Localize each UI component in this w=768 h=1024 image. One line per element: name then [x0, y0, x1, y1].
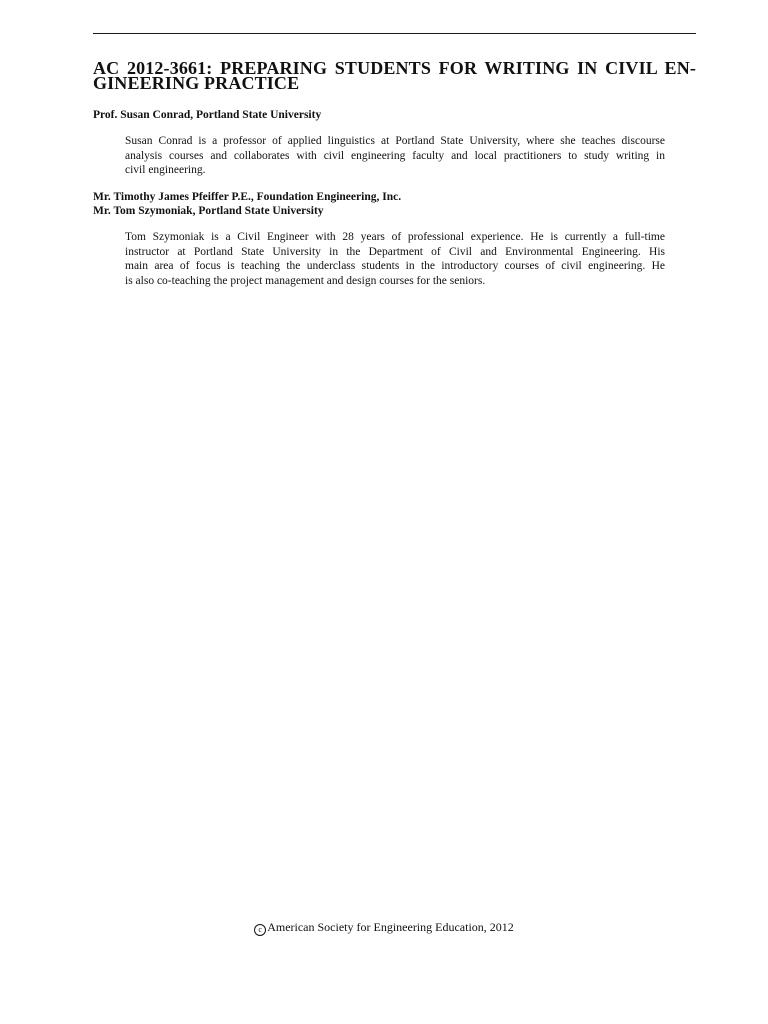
bio-line: instructor at Portland State University in the Department of Civil and Environmental Engineering. His [125, 245, 665, 258]
author-bio [125, 134, 665, 178]
bio-line: is also co-teaching the project management and design courses for the seniors. [125, 275, 486, 288]
copyright-footer [0, 920, 768, 936]
author-name: Prof. Susan Conrad, Portland State University [93, 109, 322, 121]
author-name: Mr. Timothy James Pfeiffer P.E., Foundation Engineering, Inc. [93, 191, 402, 203]
bio-line: civil engineering. [125, 164, 206, 177]
title-line: GINEERING PRACTICE [93, 73, 300, 93]
bio-line: analysis courses and collaborates with civil engineering faculty and local practitioners to study writing in [125, 149, 665, 162]
title-line: AC 2012-3661: PREPARING STUDENTS FOR WRITING IN CIVIL EN- [93, 58, 696, 78]
bio-line: Tom Szymoniak is a Civil Engineer with 28 years of professional experience. He is currently a full-time [125, 231, 665, 243]
bio-line: main area of focus is teaching the underclass students in the introductory courses of civil engineering. He [125, 260, 665, 273]
author-bio [125, 230, 665, 289]
author-name: Mr. Tom Szymoniak, Portland State University [93, 205, 324, 217]
bio-line: Susan Conrad is a professor of applied linguistics at Portland State University, where she teaches discourse [125, 135, 665, 147]
header-rule [93, 33, 696, 34]
paper-title [93, 58, 696, 93]
footer-text: American Society for Engineering Education, 2012 [267, 920, 514, 934]
copyright-icon: c [254, 924, 266, 936]
